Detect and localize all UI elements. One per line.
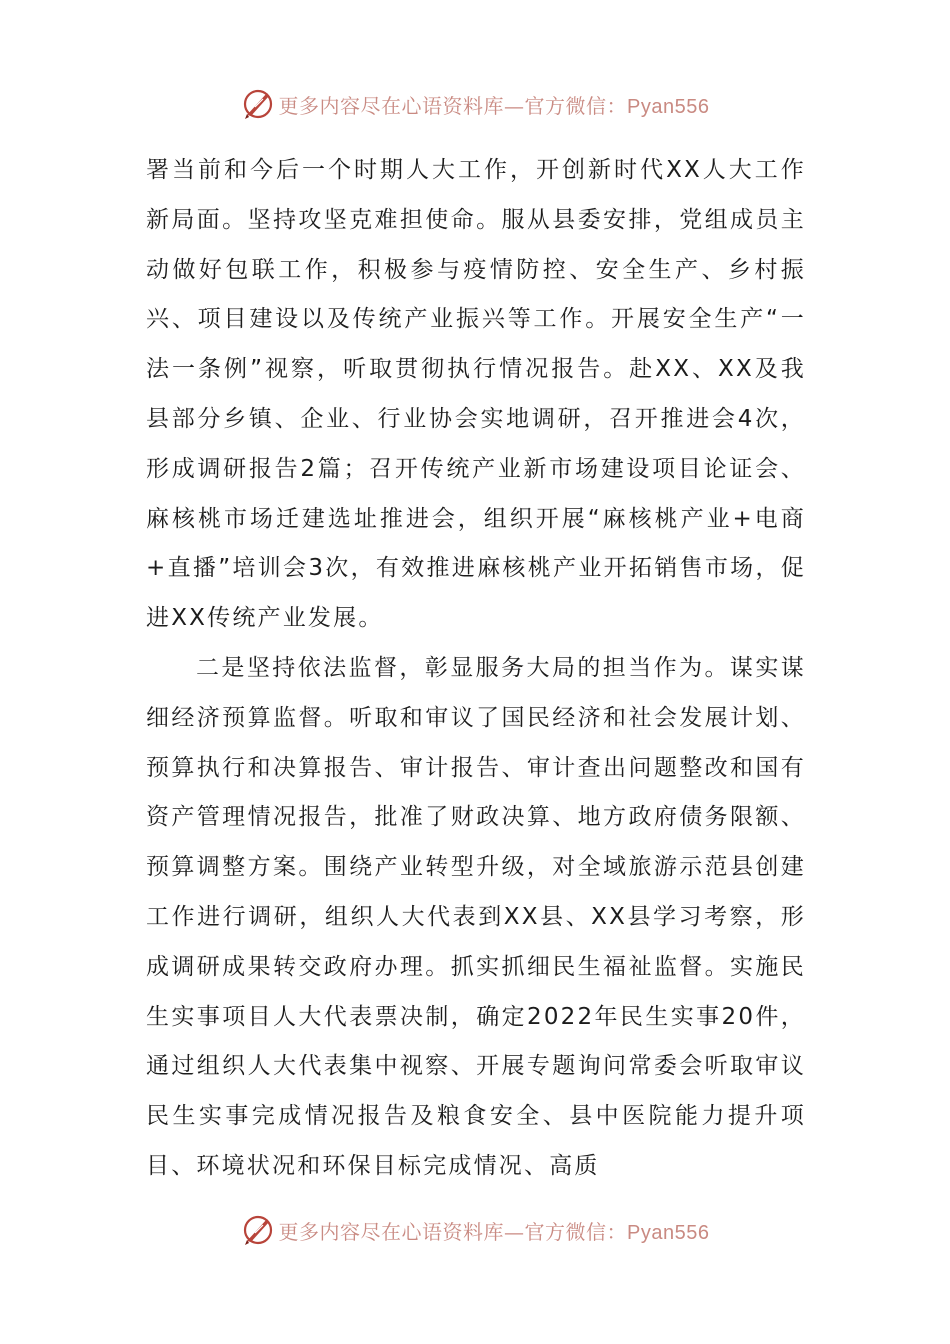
watermark-banner-top — [0, 82, 950, 126]
watermark-wechat-label: 官方微信： — [524, 93, 628, 118]
document-body — [146, 146, 806, 1192]
watermark-dash: — — [504, 93, 525, 118]
watermark-dash: — — [504, 1219, 525, 1244]
quill-pen-icon — [241, 87, 275, 121]
watermark-site-text: 更多内容尽在心语资料库 — [278, 1219, 505, 1244]
watermark-wechat-id: Pyan556 — [627, 95, 710, 118]
watermark-text — [279, 1216, 710, 1245]
paragraph-continued: 署当前和今后一个时期人大工作，开创新时代XX人大工作新局面。坚持攻坚克难担使命。服从县委安排，党组成员主动做好包联工作，积极参与疫情防控、安全生产、乡村振兴、项目建设以及传统产业振兴等工作。开展安全生产“一法一条例”视察，听取贯彻执行情况报告。赴XX、XX及我县部分乡镇、企业、行业协会实地调研，召开推进会4次，形成调研报告2篇；召开传统产业新市场建设项目论证会、麻核桃市场迁建选址推进会，组织开展“麻核桃产业+电商+直播”培训会3次，有效推进麻核桃产业开拓销售市场，促进XX传统产业发展。 — [146, 157, 806, 632]
watermark-banner-bottom — [0, 1208, 950, 1252]
watermark-site-text: 更多内容尽在心语资料库 — [278, 93, 505, 118]
quill-pen-icon — [241, 1213, 275, 1247]
watermark-wechat-id: Pyan556 — [627, 1221, 710, 1244]
watermark-text — [279, 90, 710, 119]
watermark-wechat-label: 官方微信： — [524, 1219, 628, 1244]
paragraph-supervision: 二是坚持依法监督，彰显服务大局的担当作为。谋实谋细经济预算监督。听取和审议了国民经济和社会发展计划、预算执行和决算报告、审计报告、审计查出问题整改和国有资产管理情况报告，批准了财政决算、地方政府债务限额、预算调整方案。围绕产业转型升级，对全域旅游示范县创建工作进行调研，组织人大代表到XX县、XX县学习考察，形成调研成果转交政府办理。抓实抓细民生福祉监督。实施民生实事项目人大代表票决制，确定2022年民生实事20件，通过组织人大代表集中视察、开展专题询问常委会听取审议民生实事完成情况报告及粮食安全、县中医院能力提升项目、环境状况和环保目标完成情况、高质 — [146, 654, 806, 1179]
